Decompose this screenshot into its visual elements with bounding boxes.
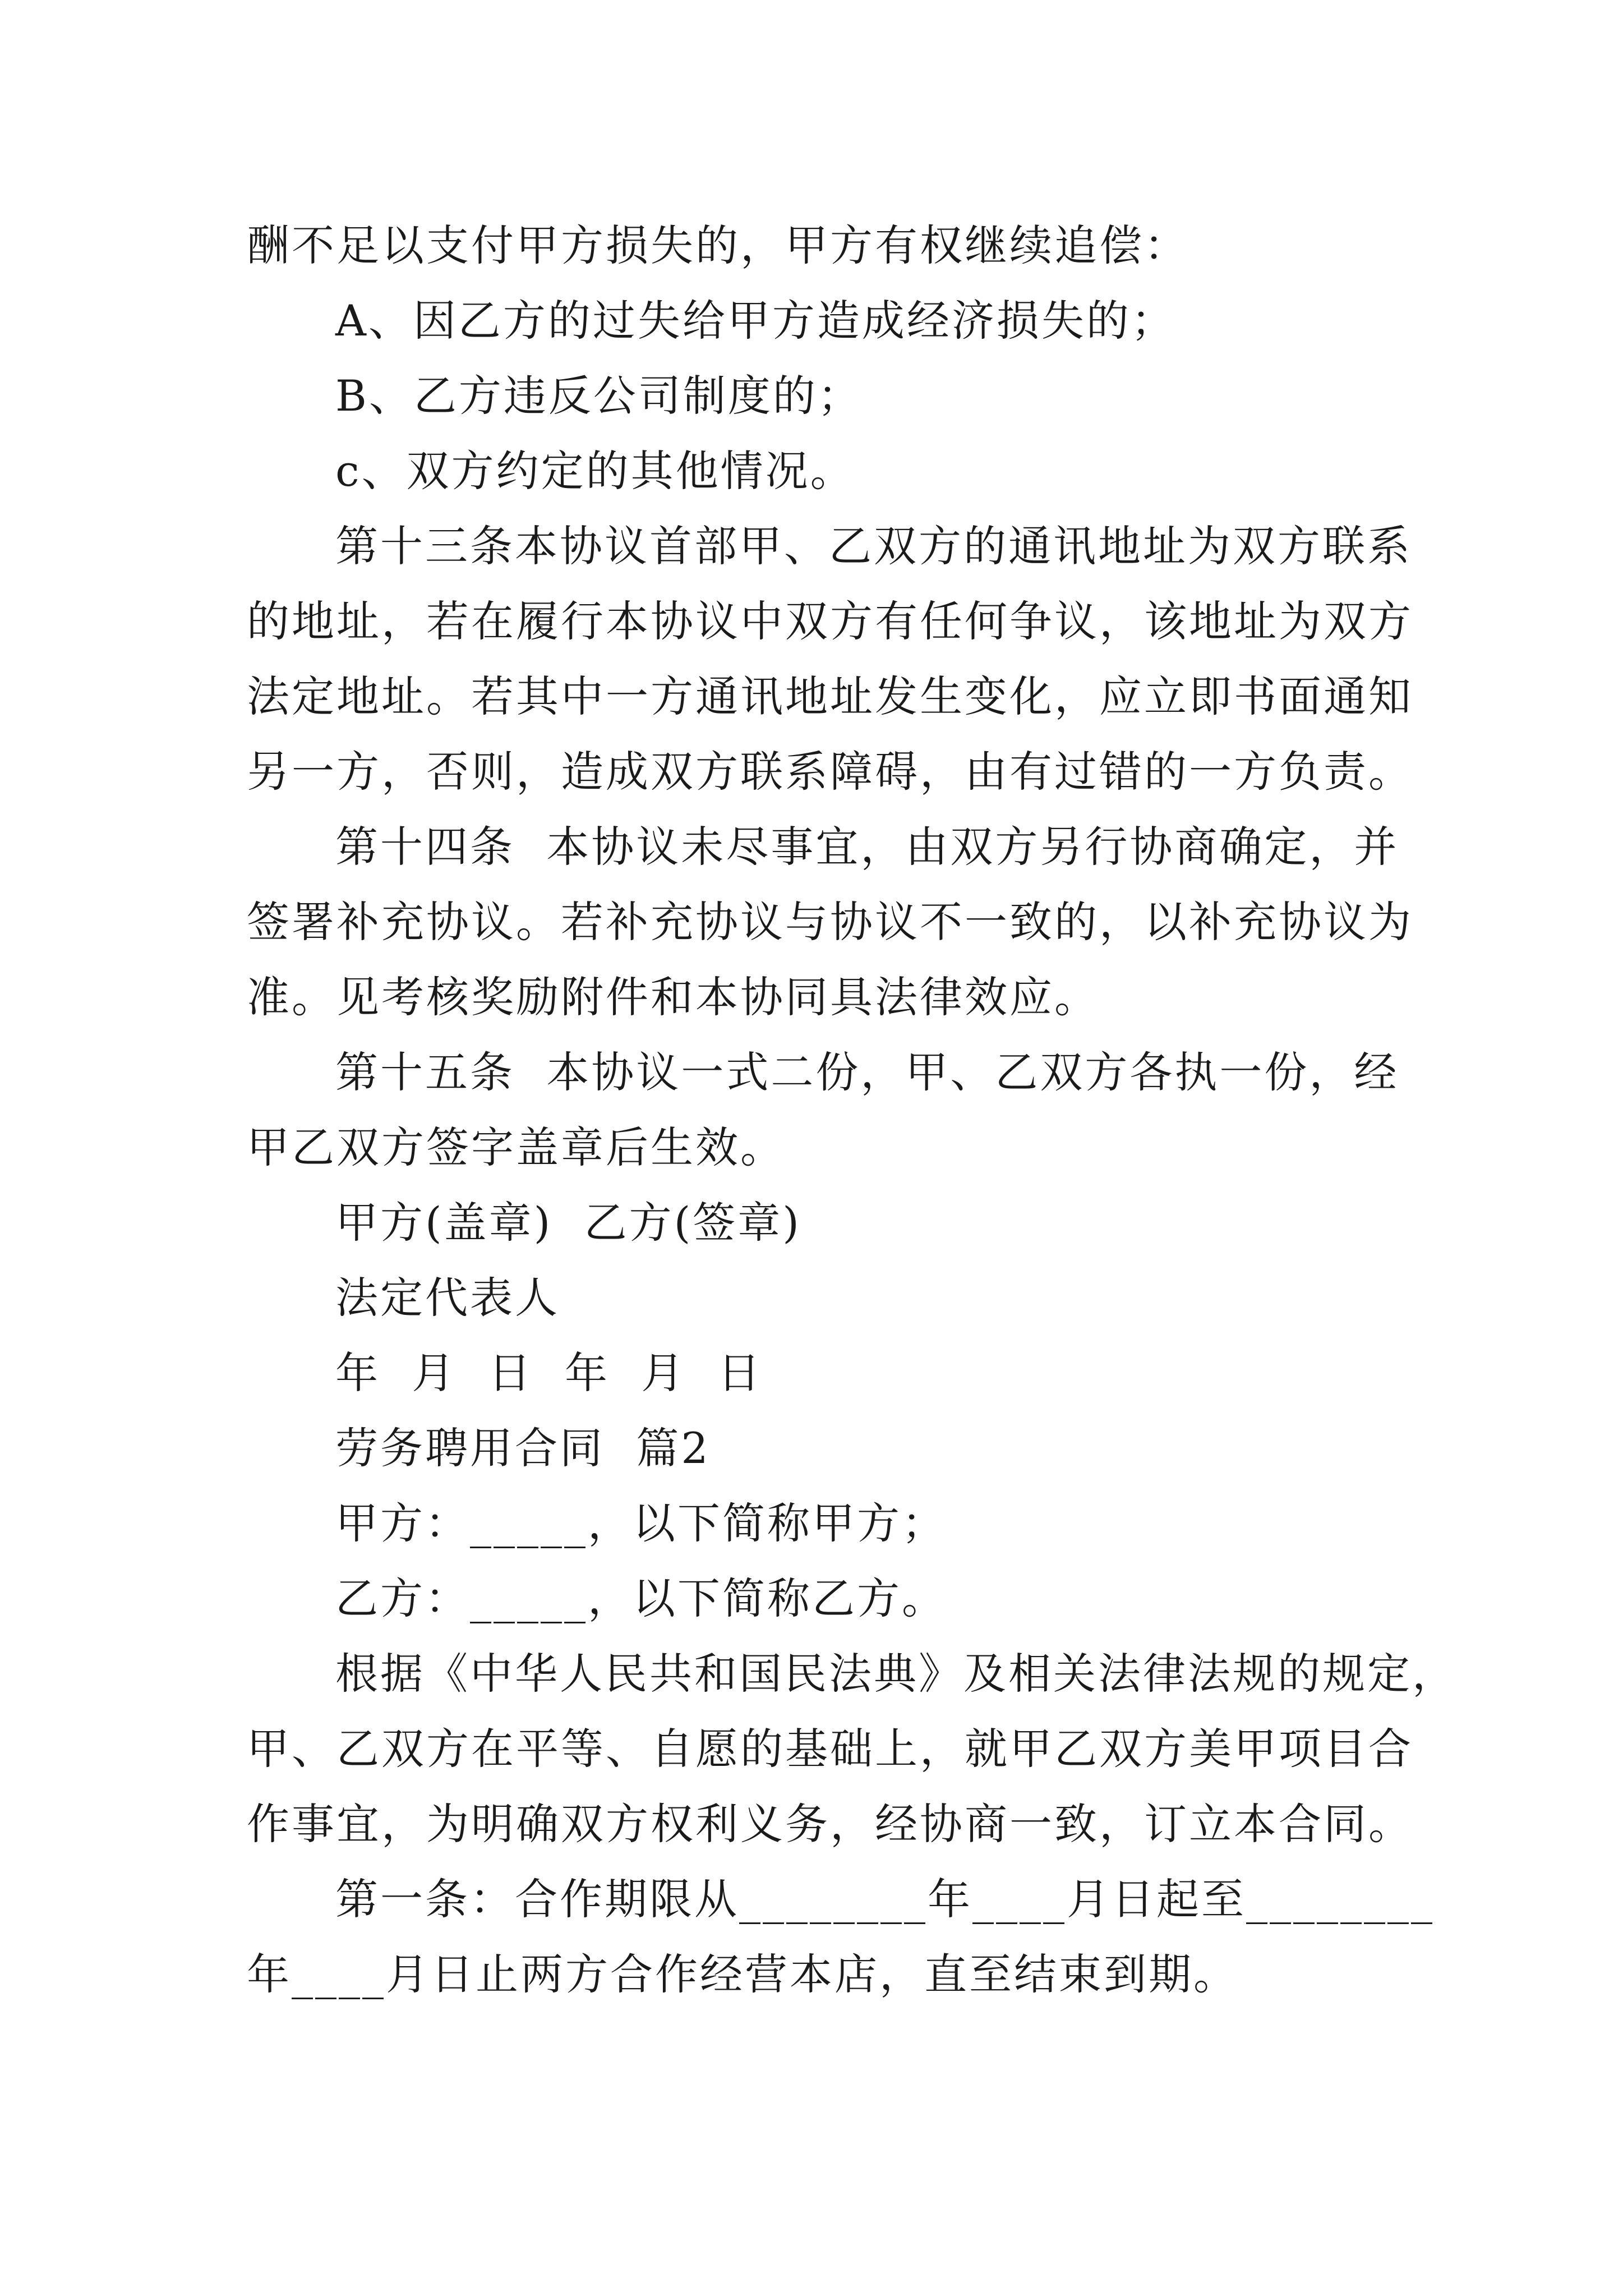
text-line-16: 年 月 日 年 月 日 [335, 1348, 763, 1398]
text-line-5: 第十三条本协议首部甲、乙双方的通讯地址为双方联系 [335, 521, 1412, 571]
text-line-13: 甲乙双方签字盖章后生效。 [247, 1122, 785, 1172]
text-line-12: 第十五条 本协议一式二份，甲、乙双方各执一份，经 [335, 1047, 1399, 1097]
text-line-14: 甲方(盖章) 乙方(签章) [335, 1198, 801, 1248]
text-line-22: 作事宜，为明确双方权利义务，经协商一致，订立本合同。 [247, 1799, 1413, 1849]
text-line-20: 根据《中华人民共和国民法典》及相关法律法规的规定， [335, 1649, 1457, 1699]
text-line-21: 甲、乙双方在平等、自愿的基础上，就甲乙双方美甲项目合 [247, 1724, 1413, 1774]
text-line-10: 签署补充协议。若补充协议与协议不一致的，以补充协议为 [247, 897, 1413, 947]
text-line-17: 劳务聘用合同 篇2 [335, 1423, 711, 1473]
text-line-24: 年____月日止两方合作经营本店，直至结束到期。 [247, 1949, 1238, 1999]
text-line-23: 第一条：合作期限从________年____月日起至________ [335, 1874, 1435, 1924]
text-line-15: 法定代表人 [335, 1273, 560, 1323]
text-line-3: B、乙方违反公司制度的； [335, 371, 863, 421]
text-line-2: A、因乙方的过失给甲方造成经济损失的； [335, 296, 1176, 346]
text-line-9: 第十四条 本协议未尽事宜，由双方另行协商确定，并 [335, 822, 1399, 872]
text-line-18: 甲方：_____，以下简称甲方； [335, 1498, 947, 1548]
text-line-7: 法定地址。若其中一方通讯地址发生变化，应立即书面通知 [247, 671, 1413, 721]
text-line-6: 的地址，若在履行本协议中双方有任何争议，该地址为双方 [247, 596, 1413, 646]
text-line-8: 另一方，否则，造成双方联系障碍，由有过错的一方负责。 [247, 747, 1413, 797]
text-line-4: c、双方约定的其他情况。 [335, 446, 855, 496]
text-line-19: 乙方：_____，以下简称乙方。 [335, 1573, 947, 1623]
text-line-11: 准。见考核奖励附件和本协同具法律效应。 [247, 972, 1099, 1022]
text-line-1: 酬不足以支付甲方损失的，甲方有权继续追偿： [247, 220, 1189, 270]
